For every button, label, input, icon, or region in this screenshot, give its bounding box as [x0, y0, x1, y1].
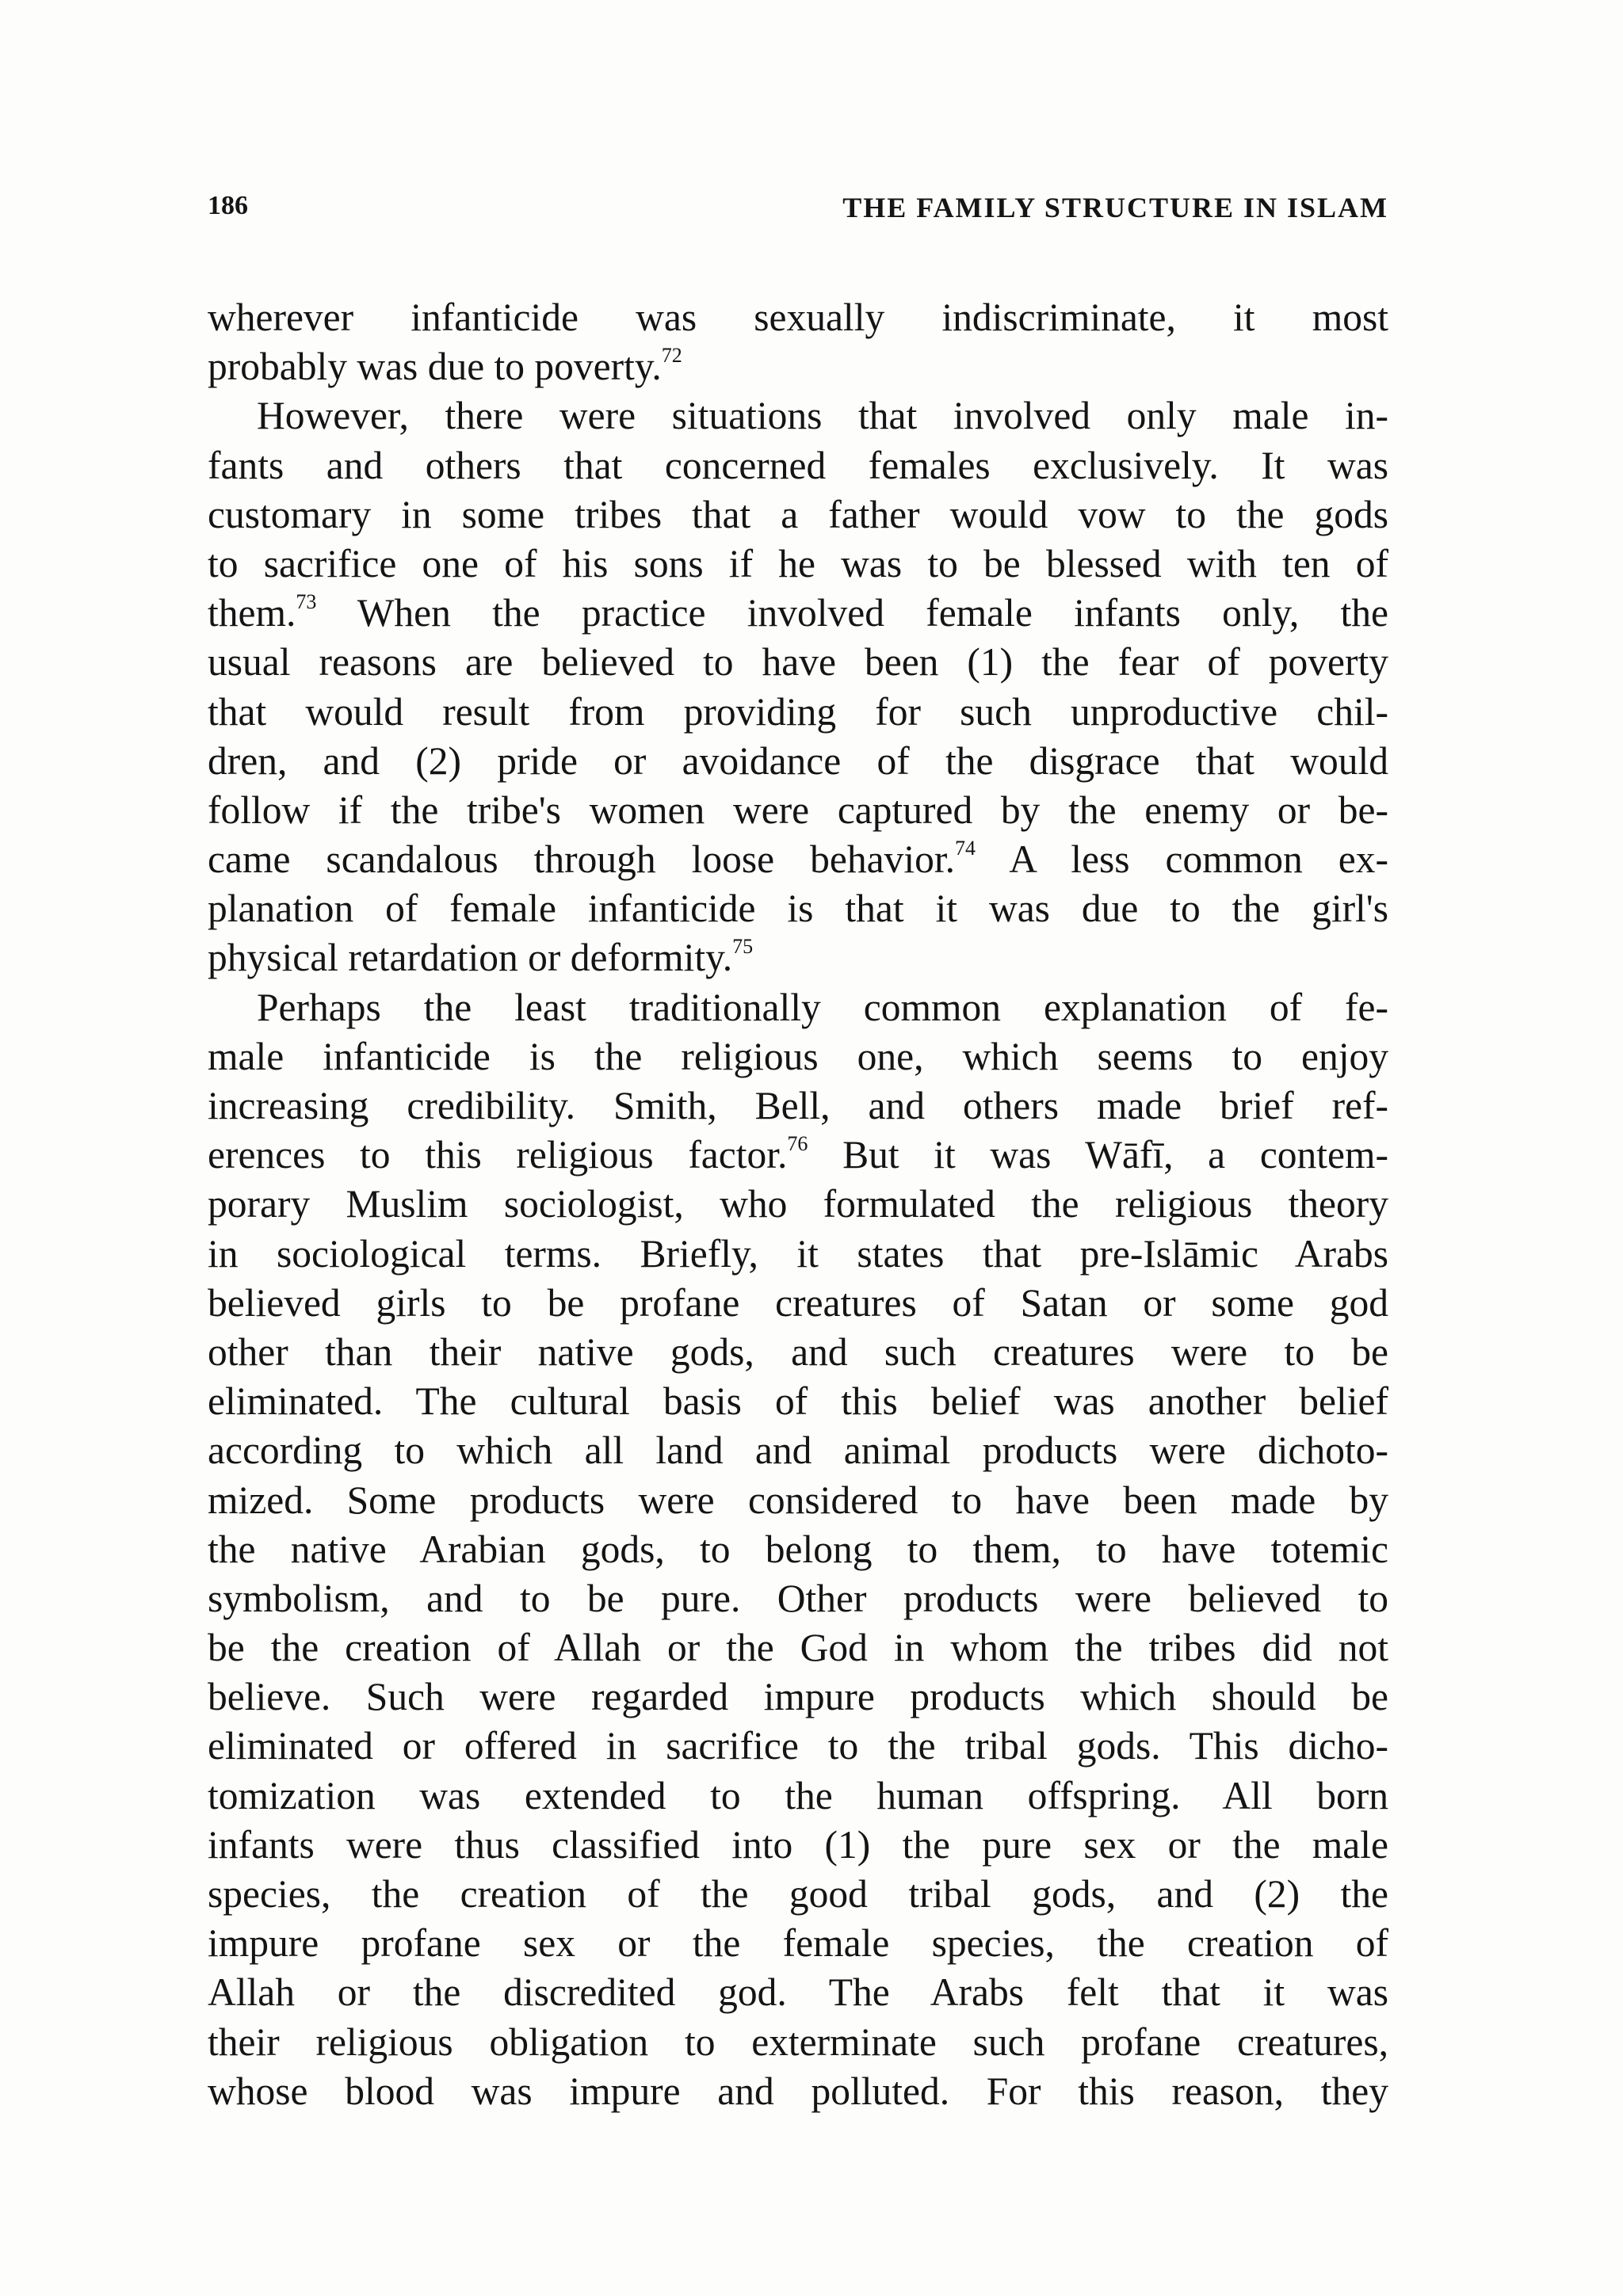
running-title: THE FAMILY STRUCTURE IN ISLAM — [842, 192, 1388, 223]
text-line: in sociological terms. Briefly, it states that pre-Islāmic Arabs — [208, 1231, 1388, 1276]
text-line: species, the creation of the good tribal gods, and (2) the — [208, 1872, 1388, 1916]
text-line: be the creation of Allah or the God in whom the tribes did not — [208, 1626, 1388, 1670]
footnote-marker: 75 — [732, 935, 754, 959]
body-text — [208, 293, 1388, 2116]
running-head — [208, 191, 1388, 238]
footnote-marker: 73 — [296, 590, 317, 614]
text-line: believed girls to be profane creatures of Satan or some god — [208, 1280, 1388, 1325]
text-line: impure profane sex or the female species, the creation of — [208, 1921, 1388, 1966]
text-line: came scandalous through loose behavior.$^{74}$ A less common ex- — [208, 837, 1388, 882]
page-number: 186 — [208, 191, 248, 220]
text-line: according to which all land and animal products were dichoto- — [208, 1428, 1388, 1473]
text-line: physical retardation or deformity.$^{75}$ — [208, 935, 754, 980]
text-line: erences to this religious factor.$^{76}$ But it was Wāfī, a contem- — [208, 1132, 1388, 1177]
text-line: customary in some tribes that a father would vow to the gods — [208, 492, 1388, 536]
footnote-marker: 72 — [661, 344, 682, 368]
text-line: planation of female infanticide is that it was due to the girl's — [208, 887, 1388, 931]
text-line: them.$^{73}$ When the practice involved female infants only, the — [208, 590, 1388, 635]
text-line: their religious obligation to exterminate such profane creatures, — [208, 2019, 1388, 2064]
text-line: that would result from providing for such unproductive chil- — [208, 689, 1388, 734]
footnote-marker: 76 — [787, 1132, 808, 1156]
text-line: porary Muslim sociologist, who formulated the religious theory — [208, 1182, 1388, 1226]
text-line: usual reasons are believed to have been (1) the fear of poverty — [208, 640, 1388, 685]
text-line: infants were thus classified into (1) the pure sex or the male — [208, 1822, 1388, 1867]
text-line: Perhaps the least traditionally common explanation of fe- — [257, 985, 1388, 1029]
text-line: dren, and (2) pride or avoidance of the disgrace that would — [208, 738, 1388, 783]
text-line: other than their native gods, and such creatures were to be — [208, 1329, 1388, 1374]
text-line: However, there were situations that involved only male in- — [257, 394, 1388, 438]
text-line: symbolism, and to be pure. Other products were believed to — [208, 1576, 1388, 1620]
text-line: mized. Some products were considered to have been made by — [208, 1478, 1388, 1522]
text-line: eliminated. The cultural basis of this belief was another belief — [208, 1379, 1388, 1424]
text-line: probably was due to poverty.$^{72}$ — [208, 344, 682, 389]
text-line: fants and others that concerned females exclusively. It was — [208, 443, 1388, 487]
text-line: believe. Such were regarded impure products which should be — [208, 1675, 1388, 1719]
text-line: eliminated or offered in sacrifice to the tribal gods. This dicho- — [208, 1724, 1388, 1768]
text-line: whose blood was impure and polluted. For this reason, they — [208, 2069, 1388, 2113]
text-line: male infanticide is the religious one, which seems to enjoy — [208, 1034, 1388, 1078]
text-line: the native Arabian gods, to belong to them, to have totemic — [208, 1527, 1388, 1571]
text-line: follow if the tribe's women were captured by the enemy or be- — [208, 788, 1388, 832]
text-line: wherever infanticide was sexually indiscriminate, it most — [208, 296, 1388, 339]
text-line: increasing credibility. Smith, Bell, and others made brief ref- — [208, 1084, 1388, 1127]
text-line: tomization was extended to the human offspring. All born — [208, 1773, 1388, 1817]
footnote-marker: 74 — [954, 837, 976, 860]
text-line: to sacrifice one of his sons if he was to be blessed with ten of — [208, 541, 1388, 585]
text-line: Allah or the discredited god. The Arabs felt that it was — [208, 1970, 1388, 2015]
